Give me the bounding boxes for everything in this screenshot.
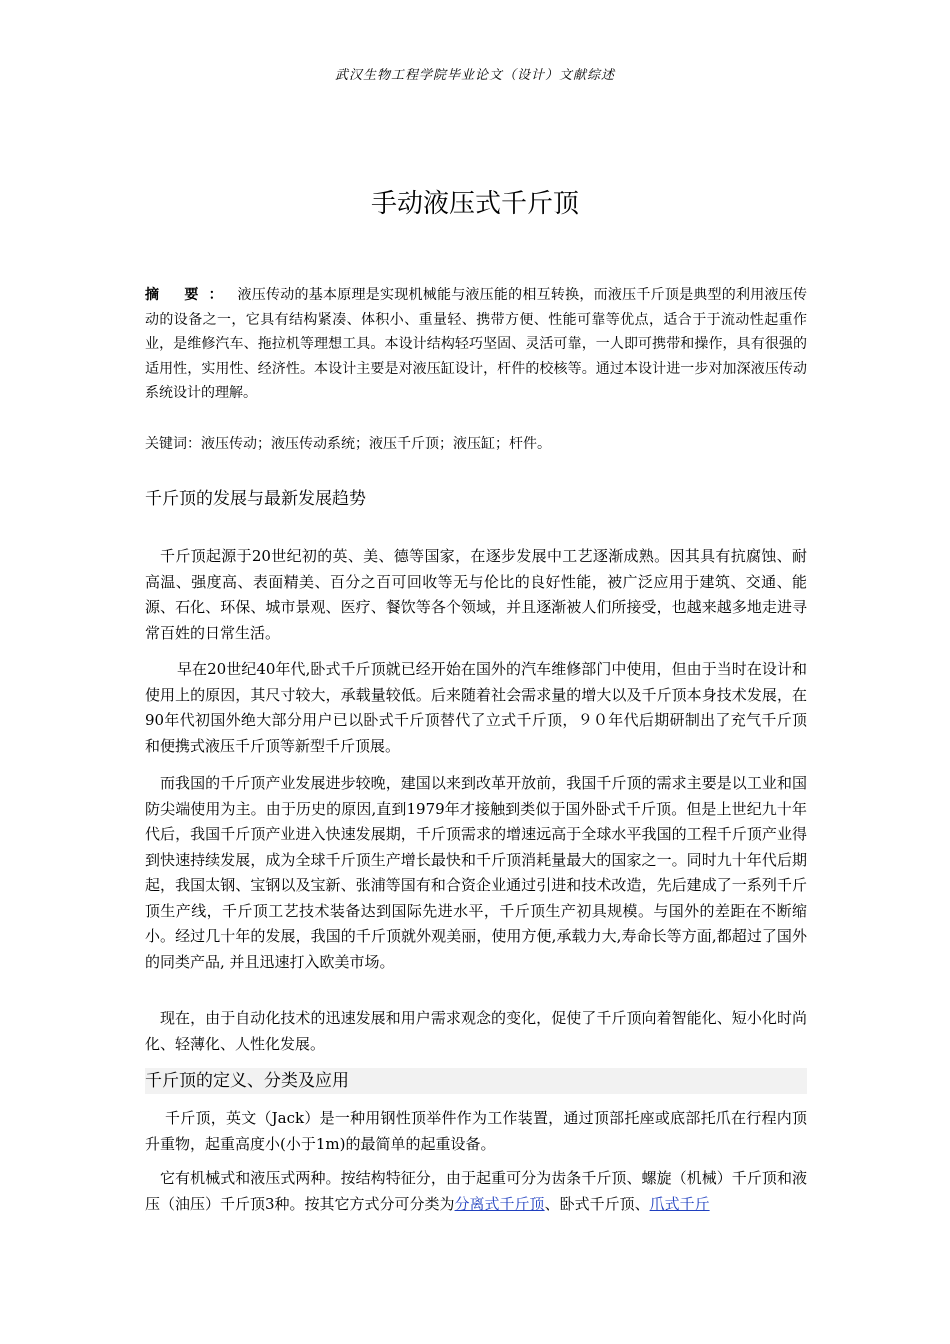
keywords-text: 液压传动；液压传动系统；液压千斤顶；液压缸；杆件。 — [201, 436, 551, 452]
keywords-label: 关键词： — [145, 436, 201, 452]
link-claw-jack[interactable]: 爪式千斤 — [649, 1194, 710, 1213]
paragraph-text: 它有机械式和液压式两种。按结构特征分，由于起重可分为齿条千斤顶、螺旋（机械）千斤顶和液压（油压）千斤顶3种。按其它方式分可分类为 — [145, 1169, 807, 1213]
section-heading-development: 千斤顶的发展与最新发展趋势 — [145, 489, 366, 509]
abstract-text: 液压传动的基本原理是实现机械能与液压能的相互转换，而液压千斤顶是典型的利用液压传动的设备之一，它具有结构紧凑、体积小、重量轻、携带方便、性能可靠等优点，适合于于流动性起重作业，是维修汽车、拖拉机等理想工具。本设计结构轻巧坚固、灵活可靠，一人即可携带和操作，具有很强的适用性，实用性、经济性。本设计主要是对液压缸设计，杆件的校核等。通过本设计进一步对加深液压传动系统设计的理解。 — [145, 287, 808, 401]
abstract-label: 摘 要： — [145, 287, 233, 303]
paragraph: 现在，由于自动化技术的迅速发展和用户需求观念的变化，促使了千斤顶向着智能化、短小化时尚化、轻薄化、人性化发展。 — [145, 1009, 807, 1053]
keywords — [145, 432, 807, 456]
paragraph: 千斤顶，英文（Jack）是一种用钢性顶举件作为工作装置，通过顶部托座或底部托爪在行程内顶升重物，起重高度小(小于1m)的最简单的起重设备。 — [145, 1109, 807, 1153]
section-heading-definition: 千斤顶的定义、分类及应用 — [145, 1068, 807, 1094]
paragraph: 早在20世纪40年代,卧式千斤顶就已经开始在国外的汽车维修部门中使用，但由于当时在设计和使用上的原因，其尺寸较大，承载量较低。后来随着社会需求量的增大以及千斤顶本身技术发展，在90年代初国外绝大部分用户已以卧式千斤顶替代了立式千斤顶，９０年代后期研制出了充气千斤顶和便携式液压千斤顶等新型千斤顶展。 — [145, 660, 807, 755]
running-header: 武汉生物工程学院毕业论文（设计）文献综述 — [334, 68, 615, 83]
paragraph: 千斤顶起源于20世纪初的英、美、德等国家，在逐步发展中工艺逐渐成熟。因其具有抗腐蚀、耐高温、强度高、表面精美、百分之百可回收等无与伦比的良好性能，被广泛应用于建筑、交通、能源、石化、环保、城市景观、医疗、餐饮等各个领域，并且逐渐被人们所接受，也越来越多地走进寻常百姓的日常生活。 — [145, 547, 807, 642]
paragraph — [145, 1166, 807, 1217]
page-title: 手动液压式千斤顶 — [370, 189, 579, 219]
abstract — [145, 283, 807, 406]
link-separate-jack[interactable]: 分离式千斤顶 — [454, 1194, 545, 1213]
paragraph-text: 、卧式千斤顶、 — [544, 1194, 650, 1213]
paragraph: 而我国的千斤顶产业发展进步较晚，建国以来到改革开放前，我国千斤顶的需求主要是以工业和国防尖端使用为主。由于历史的原因,直到1979年才接触到类似于国外卧式千斤顶。但是上世纪九十年代后，我国千斤顶产业进入快速发展期，千斤顶需求的增速远高于全球水平我国的工程千斤顶产业得到快速持续发展，成为全球千斤顶生产增长最快和千斤顶消耗量最大的国家之一。同时九十年代后期起，我国太钢、宝钢以及宝新、张浦等国有和合资企业通过引进和技术改造，先后建成了一系列千斤顶生产线，千斤顶工艺技术装备达到国际先进水平，千斤顶生产初具规模。与国外的差距在不断缩小。经过几十年的发展，我国的千斤顶就外观美丽，使用方便,承载力大,寿命长等方面,都超过了国外的同类产品, 并且迅速打入欧美市场。 — [145, 774, 807, 971]
